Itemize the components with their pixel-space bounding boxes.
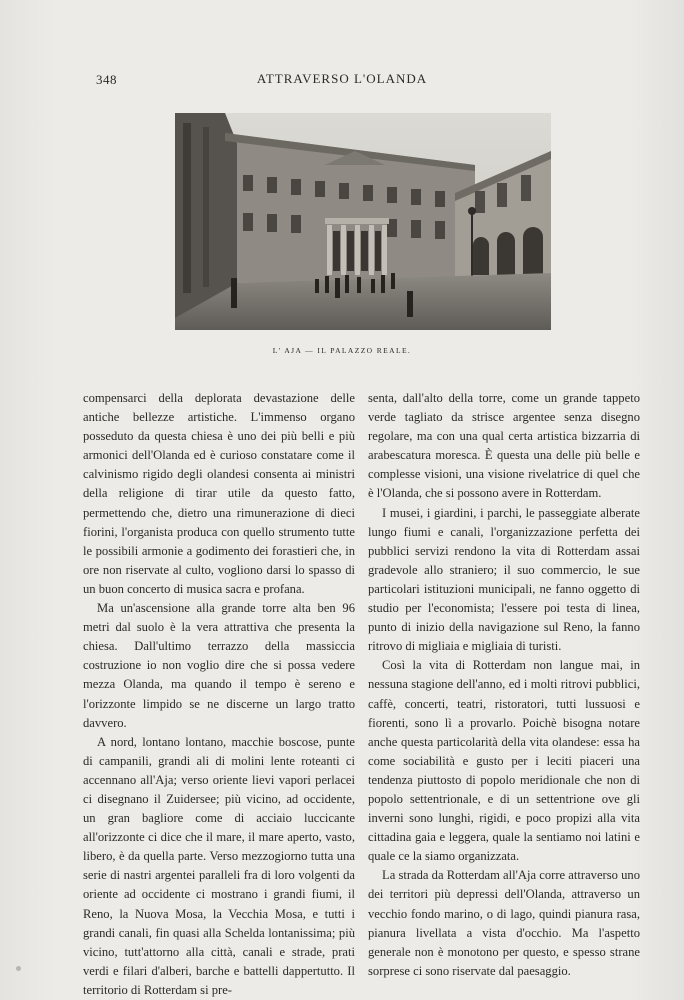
paragraph: Ma un'ascensione alla grande torre alta ben 96 metri dal suolo è la vera attrattiva che presenta la chiesa. Dall'ultimo terrazzo della massiccia costruzione io non voglio dire che si possa vedere mezza Olanda, ma quando il tempo è sereno e l'orizzonte limpido se ne discerne un largo tratto davvero.: [83, 601, 355, 730]
paper-speck: [16, 966, 21, 971]
paragraph: La strada da Rotterdam all'Aja corre attraverso uno dei territori più depressi dell'Olanda, attraverso un vecchio fondo marino, o di lago, quindi pianura rasa, pianura livellata a vista d'occhio. Ma l'aspetto generale non è monotono per questo, e spesso strane sorprese ci sono riservate dal paesaggio.: [368, 868, 640, 978]
paragraph: A nord, lontano lontano, macchie boscose, punte di campanili, grandi ali di molini lente roteanti ci accennano all'Aja; verso oriente lievi vapori perlacei ci disegnano il Zuidersee; più vicino, ad occidente, un gran bagliore come di acciaio luccicante all'orizzonte ci dice che il mare, il mare aperto, vasto, libero, è da quella parte. Verso mezzogiorno tutta una serie di nastri argentei paralleli fra di loro volgenti da oriente ad occidente ci mostrano i grandi fiumi, il Reno, la Nuova Mosa, la Vecchia Mosa, e tutti i grandi canali, fin quasi alla Schelda lontanissima; più vicino, tutt'attorno alla città, canali e strade, prati verdi e filari d'alberi, barche e battelli dappertutto. Il territorio di Rotterdam si pre-: [83, 734, 355, 997]
paragraph: compensarci della deplorata devastazione delle antiche bellezze artistiche. L'immenso organo posseduto da questa chiesa è uno dei più belli e più armonici dell'Olanda ed è curioso constatare come il calvinismo rigido degli olandesi consenta ai ministri della religione di tirar utile da questo fatto, permettendo che, dietro una rimunerazione di dieci fiorini, l'organista produca con quello strumento tutte le possibili armonie a godimento dei forastieri che, in ore non riservate al culto, vogliono darsi lo spasso di un buon concerto di musica sacra e profana.: [83, 391, 355, 596]
paragraph: I musei, i giardini, i parchi, le passeggiate alberate lungo fiumi e canali, l'organizzazione perfetta dei pubblici servizi rendono la vita di Rotterdam assai gradevole allo straniero; il suo commercio, le sue particolari istituzioni municipali, ne fanno oggetto di studio per l'economista; l'essere poi testa di linea, punto di inizio della navigazione sul Reno, la fanno ritrovo di migliaia e migliaia di turisti.: [368, 505, 640, 654]
left-column: [83, 389, 355, 1000]
paragraph: Così la vita di Rotterdam non langue mai, in nessuna stagione dell'anno, ed i molti ritrovi pubblici, caffè, concerti, teatri, ristoratori, tutti lussuosi e fiorenti, sono lì a provarlo. Poichè bisogna notare anche questa particolarità della vita olandese: essa ha come sociabilità e gusto per i leciti piaceri una tendenza piuttosto di popolo meridionale che non di popolo settentrionale, e di un settentrione ove gli inverni sono lunghi, rigidi, e poco propizi alla vita cittadina gaia e leggera, quale la sentiamo noi latini e quale ce la siamo organizzata.: [368, 658, 640, 864]
page-number: 348: [96, 72, 117, 87]
right-column: [368, 389, 640, 981]
palace-photograph: [175, 113, 551, 330]
figure-caption: L' AJA — IL PALAZZO REALE.: [272, 346, 412, 355]
running-title: ATTRAVERSO L'OLANDA: [256, 71, 428, 86]
paragraph: senta, dall'alto della torre, come un grande tappeto verde tagliato da strisce argentee senza disegno regolare, ma con una qual certa artistica bizzarria di arabescatura moresca. È questa una delle più belle e complesse visioni, una visione rivelatrice di quel che è l'Olanda, che si possono avere in Rotterdam.: [368, 391, 640, 501]
